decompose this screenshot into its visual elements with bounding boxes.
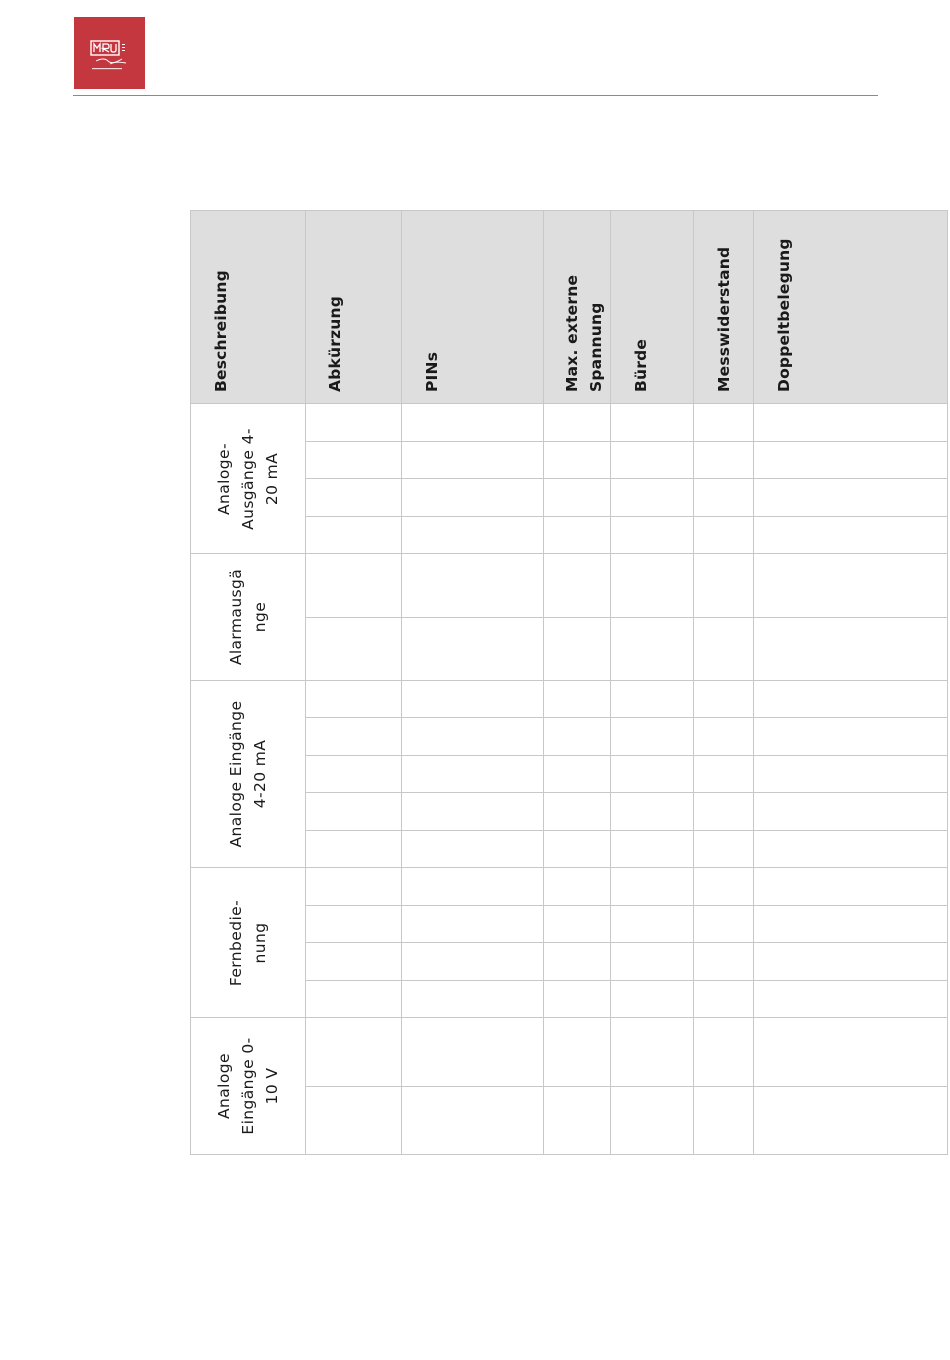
table-cell — [754, 981, 948, 1019]
table-cell — [544, 756, 611, 793]
table-cell — [544, 906, 611, 944]
table-cell — [694, 479, 754, 517]
table-cell — [402, 906, 544, 944]
group-analoge-ausgaenge-label — [212, 428, 284, 530]
group-label-line: Analoge — [215, 1053, 233, 1119]
table-cell — [402, 442, 544, 480]
table-cell — [402, 1018, 544, 1087]
table-cell — [544, 831, 611, 868]
group-label-line: Fernbedie- — [227, 899, 245, 986]
header-max-spannung-line2: Spannung — [587, 302, 605, 392]
table-cell — [306, 718, 402, 755]
table-cell — [754, 479, 948, 517]
table-cell — [402, 981, 544, 1019]
table-cell — [694, 404, 754, 442]
table-cell — [306, 479, 402, 517]
table-cell — [754, 1018, 948, 1087]
table-cell — [402, 868, 544, 906]
table-cell — [754, 517, 948, 555]
table-cell — [402, 756, 544, 793]
group-label-line: Eingänge 0- — [239, 1037, 257, 1135]
table-cell — [402, 1087, 544, 1156]
table-cell — [306, 906, 402, 944]
group-fernbedienung-label — [224, 899, 272, 985]
table-cell — [754, 793, 948, 830]
table-cell — [754, 681, 948, 718]
table-cell — [694, 681, 754, 718]
table-cell — [402, 793, 544, 830]
header-pins — [402, 211, 544, 404]
table-cell — [402, 479, 544, 517]
header-max-spannung — [544, 211, 611, 404]
table-cell — [754, 718, 948, 755]
table-cell — [306, 517, 402, 555]
group-fernbedienung — [191, 868, 306, 1018]
table-cell — [544, 1018, 611, 1087]
group-analoge-eingaenge-4-20 — [191, 681, 306, 868]
table-cell — [611, 618, 694, 682]
table-cell — [694, 868, 754, 906]
group-label-line: Ausgänge 4- — [239, 427, 257, 530]
table-cell — [544, 479, 611, 517]
table-cell — [611, 906, 694, 944]
header-buerde-label: Bürde — [632, 338, 650, 392]
table-cell — [611, 981, 694, 1019]
header-divider — [73, 95, 878, 96]
table-cell — [306, 554, 402, 618]
table-cell — [544, 554, 611, 618]
table-cell — [306, 1087, 402, 1156]
table-cell — [611, 517, 694, 555]
table-cell — [544, 943, 611, 981]
header-buerde — [611, 211, 694, 404]
table-cell — [611, 756, 694, 793]
table-cell — [306, 618, 402, 682]
table-cell — [306, 868, 402, 906]
table-cell — [694, 793, 754, 830]
table-cell — [754, 554, 948, 618]
group-label-line: 20 mA — [263, 452, 281, 505]
table-cell — [694, 517, 754, 555]
table-cell — [694, 618, 754, 682]
group-analoge-ausgaenge — [191, 404, 306, 554]
table-cell — [694, 943, 754, 981]
table-cell — [544, 442, 611, 480]
table-cell — [544, 404, 611, 442]
table-cell — [694, 554, 754, 618]
table-cell — [611, 1018, 694, 1087]
table-cell — [306, 681, 402, 718]
table-cell — [754, 831, 948, 868]
table-cell — [611, 868, 694, 906]
table-cell — [611, 943, 694, 981]
group-label-line: Analoge- — [215, 442, 233, 515]
table-cell — [694, 1018, 754, 1087]
table-cell — [611, 718, 694, 755]
table-cell — [611, 1087, 694, 1156]
table-cell — [544, 868, 611, 906]
table-cell — [306, 793, 402, 830]
table-cell — [544, 517, 611, 555]
header-beschreibung-label: Beschreibung — [212, 270, 230, 392]
table-cell — [754, 442, 948, 480]
table-cell — [754, 868, 948, 906]
header-beschreibung — [191, 211, 306, 404]
group-label-line: nge — [251, 601, 269, 633]
table-cell — [306, 981, 402, 1019]
data-table — [190, 210, 948, 1155]
header-messwiderstand — [694, 211, 754, 404]
table-cell — [694, 756, 754, 793]
header-doppelbelegung — [754, 211, 948, 404]
table-cell — [402, 554, 544, 618]
table-cell — [754, 906, 948, 944]
table-cell — [611, 479, 694, 517]
table-cell — [611, 442, 694, 480]
table-cell — [402, 517, 544, 555]
group-label-line: Alarmausgä — [227, 568, 245, 666]
header-abkuerzung-label: Abkürzung — [326, 295, 344, 392]
table-cell — [754, 943, 948, 981]
table-cell — [694, 442, 754, 480]
table-cell — [306, 404, 402, 442]
table-cell — [754, 1087, 948, 1156]
company-logo — [74, 17, 145, 89]
group-label-line: 4-20 mA — [251, 739, 269, 809]
table-cell — [306, 1018, 402, 1087]
table-cell — [611, 554, 694, 618]
table-cell — [544, 681, 611, 718]
table-cell — [694, 981, 754, 1019]
group-analoge-eingaenge-0-10-label — [212, 1037, 284, 1134]
group-analoge-eingaenge-0-10 — [191, 1018, 306, 1155]
table-cell — [611, 404, 694, 442]
table-cell — [402, 831, 544, 868]
table-cell — [544, 981, 611, 1019]
table-cell — [306, 756, 402, 793]
table-cell — [544, 793, 611, 830]
table-cell — [694, 718, 754, 755]
table-cell — [694, 1087, 754, 1156]
table-cell — [611, 793, 694, 830]
table-cell — [402, 404, 544, 442]
table-cell — [611, 831, 694, 868]
table-cell — [544, 1087, 611, 1156]
logo-icon — [74, 17, 145, 89]
group-alarmausgaenge — [191, 554, 306, 681]
header-messwiderstand-label: Messwiderstand — [715, 246, 733, 392]
table-cell — [754, 756, 948, 793]
table-cell — [544, 618, 611, 682]
table-cell — [402, 943, 544, 981]
table-cell — [306, 943, 402, 981]
header-pins-label: PINs — [423, 351, 441, 392]
table-cell — [402, 718, 544, 755]
group-label-line: Analoge Eingänge — [227, 700, 245, 848]
header-max-spannung-line1: Max. externe — [563, 274, 581, 392]
table-cell — [754, 618, 948, 682]
table-cell — [544, 718, 611, 755]
group-analoge-eingaenge-4-20-label — [224, 701, 272, 848]
table-cell — [694, 906, 754, 944]
header-max-spannung-label — [560, 275, 608, 392]
table-cell — [306, 442, 402, 480]
table-cell — [402, 618, 544, 682]
table-cell — [611, 681, 694, 718]
group-label-line: 10 V — [263, 1067, 281, 1105]
table-cell — [694, 831, 754, 868]
table-cell — [306, 831, 402, 868]
header-abkuerzung — [306, 211, 402, 404]
group-label-line: nung — [251, 922, 269, 963]
table-cell — [402, 681, 544, 718]
table-cell — [754, 404, 948, 442]
header-doppelbelegung-label: Doppeltbelegung — [775, 238, 793, 392]
group-alarmausgaenge-label — [224, 569, 272, 665]
